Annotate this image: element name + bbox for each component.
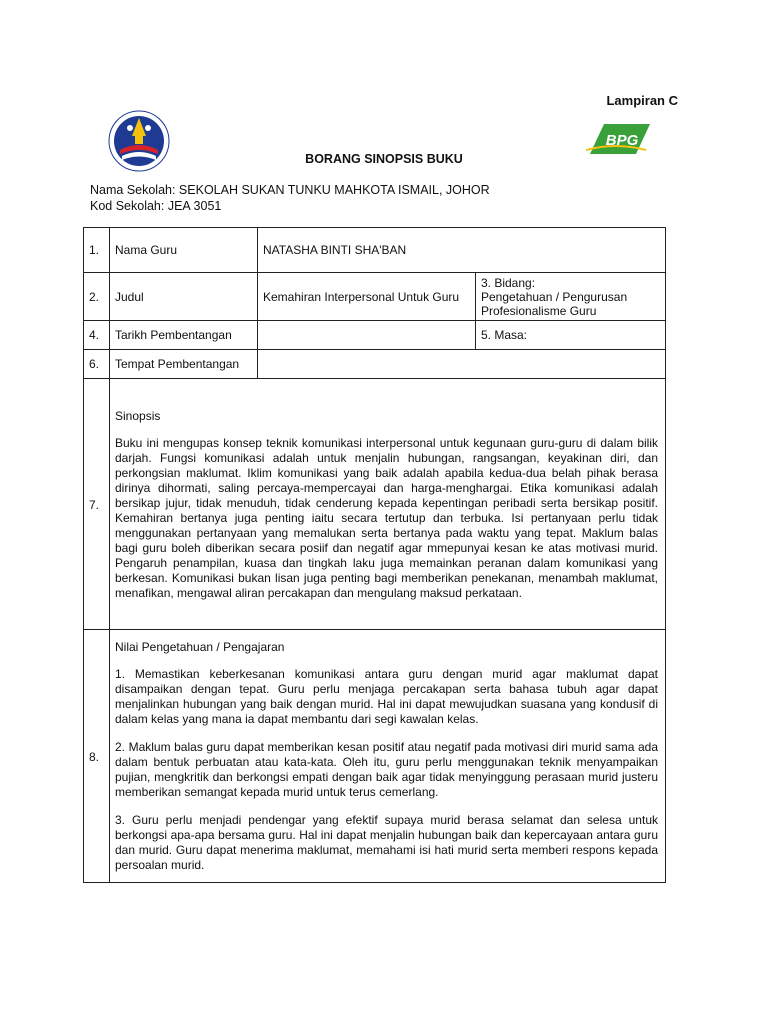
label-time: 5. Masa: (476, 321, 666, 350)
row-date (84, 321, 666, 350)
annex-label: Lampiran C (606, 93, 678, 108)
synopsis-cell (110, 379, 666, 630)
value-field: Pengetahuan / Pengurusan Profesionalisme Guru (481, 289, 628, 318)
row-number: 2. (84, 273, 110, 321)
knowledge-point-3: 3. Guru perlu menjadi pendengar yang efektif supaya murid berasa selamat dan selesa untuk berkongsi apa-apa bersama guru. Hal ini dapat menjalin hubungan baik dan kepercayaan antara guru dan murid. Guru dapat menerima maklumat, memahami isi hati murid serta memberi respons kepada persoalan murid. (115, 813, 658, 872)
row-number: 8. (84, 630, 110, 883)
row-venue (84, 350, 666, 379)
label-synopsis: Sinopsis (115, 408, 161, 423)
row-number: 4. (84, 321, 110, 350)
synopsis-form (83, 227, 666, 883)
label-knowledge-value: Nilai Pengetahuan / Pengajaran (115, 640, 285, 654)
value-teacher-name: NATASHA BINTI SHA'BAN (258, 228, 666, 273)
label-title: Judul (110, 273, 258, 321)
knowledge-value-cell (110, 630, 666, 883)
value-title: Kemahiran Interpersonal Untuk Guru (258, 273, 476, 321)
row-title (84, 273, 666, 321)
label-field: 3. Bidang: (481, 275, 536, 290)
label-date: Tarikh Pembentangan (110, 321, 258, 350)
label-teacher-name: Nama Guru (110, 228, 258, 273)
synopsis-text: Buku ini mengupas konsep teknik komunikasi interpersonal untuk kegunaan guru-guru di dalam bilik darjah. Fungsi komunikasi adalah untuk menjalin hubungan, rangsangan, keyakinan diri, dan perkongsian maklumat. Iklim komunikasi yang baik adalah apabila kedua-dua belah pihak berasa dirinya dihormati, saling percaya-mempercayai dan harga-menghargai. Etika komunikasi adalah bersikap jujur, tidak menuduh, tidak cenderung kepada kepentingan peribadi serta bersikap positif. Kemahiran bertanya juga penting iaitu secara tertutup dan terbuka. Isi pertanyaan perlu tidak menggunakan pertanyaan yang memalukan serta bertanya pada waktu yang tepat. Maklum balas bagi guru boleh diberikan secara posiif dan negatif agar mmepunyai kesan ke atas motivasi murid. Pengaruh penampilan, kuasa dan tingkah laku juga memainkan peranan dalam komunikasi yang berkesan. Komunikasi bukan lisan juga penting bagi memberikan penekanan, menambah maklumat, menafikan, mengawal aliran percakapan dan mengulang maksud perkataan. (115, 435, 658, 600)
form-title: BORANG SINOPSIS BUKU (305, 152, 463, 166)
row-knowledge-value (84, 630, 666, 883)
field-area (476, 273, 666, 321)
row-teacher-name (84, 228, 666, 273)
knowledge-point-2: 2. Maklum balas guru dapat memberikan kesan positif atau negatif pada motivasi diri murid sama ada dalam bentuk perbuatan atau kata-kata. Oleh itu, guru perlu menggunakan teknik menyampaikan pujian, mengkritik dan berkongsi empati dengan baik agar tidak menyinggung perasaan murid justeru memberikan semangat kepada murid untuk terus cemerlang. (115, 740, 658, 799)
label-venue: Tempat Pembentangan (110, 350, 258, 379)
value-date (258, 321, 476, 350)
school-name: Nama Sekolah: SEKOLAH SUKAN TUNKU MAHKOTA ISMAIL, JOHOR (90, 183, 490, 197)
knowledge-point-1: 1. Memastikan keberkesanan komunikasi antara guru dengan murid agar maklumat dapat disampaikan dengan tepat. Guru perlu menjaga percakapan serta bahasa tubuh agar dapat menjalinkan hubungan yang baik dengan murid. Hal ini dapat mewujudkan suasana yang kondusif di dalam kelas yang mana ia dapat membantu dari segi kawalan kelas. (115, 667, 658, 726)
school-info (90, 182, 490, 214)
school-code: Kod Sekolah: JEA 3051 (90, 199, 222, 213)
row-number: 1. (84, 228, 110, 273)
bpg-logo-text: BPG (605, 132, 639, 149)
row-number: 7. (84, 379, 110, 630)
row-number: 6. (84, 350, 110, 379)
value-venue (258, 350, 666, 379)
row-synopsis (84, 379, 666, 630)
